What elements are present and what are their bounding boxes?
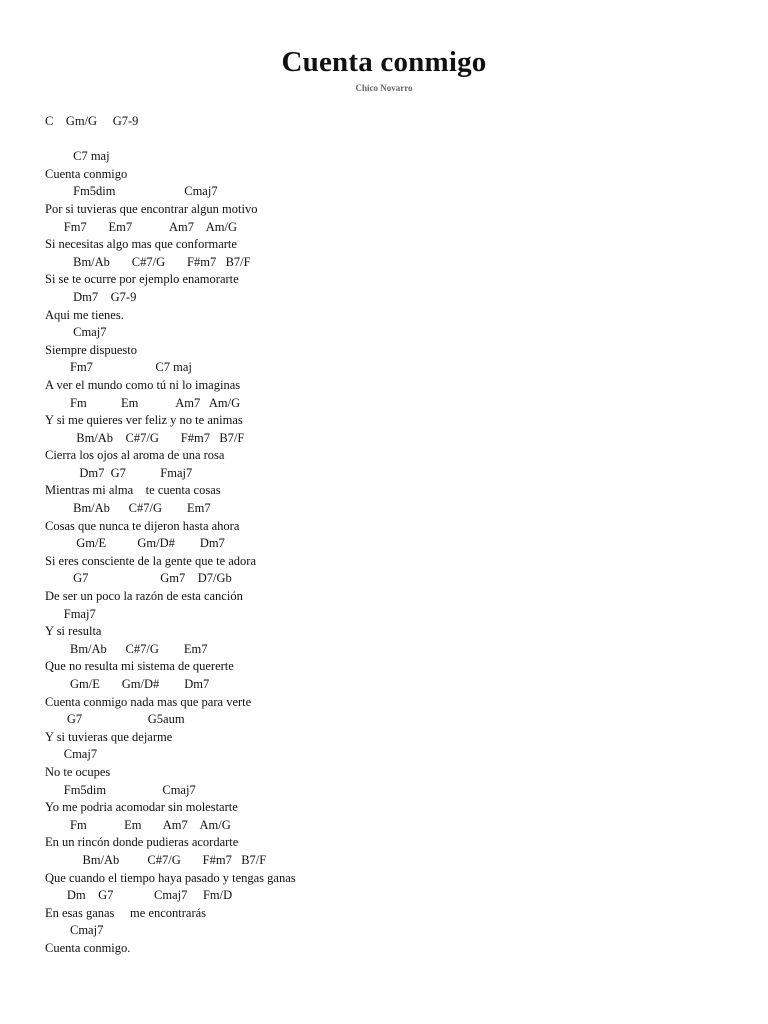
text-line: Fm Em Am7 Am/G [45, 395, 241, 410]
text-line: Siempre dispuesto [45, 342, 138, 357]
text-line: Dm7 G7 Fmaj7 [45, 465, 193, 480]
text-line: Cierra los ojos al aroma de una rosa [45, 448, 225, 463]
text-line: Fmaj7 [45, 606, 96, 621]
text-line: Bm/Ab C#7/G Em7 [45, 641, 208, 656]
text-line: G7 Gm7 D7/Gb [45, 571, 232, 586]
text-line: Y si me quieres ver feliz y no te animas [45, 413, 243, 428]
text-line: Fm7 C7 maj [45, 360, 192, 375]
text-line: Cmaj7 [45, 325, 107, 340]
text-line: Dm G7 Cmaj7 Fm/D [45, 888, 233, 903]
text-line: G7 G5aum [45, 712, 185, 727]
text-line: Y si resulta [45, 624, 102, 639]
text-line: Cuenta conmigo [45, 166, 128, 181]
text-line: Gm/E Gm/D# Dm7 [45, 677, 210, 691]
text-line: Fm7 Em7 Am7 Am/G [45, 219, 238, 234]
text-line: Bm/Ab C#7/G F#m7 B7/F [45, 430, 245, 445]
song-title: Cuenta conmigo [281, 46, 487, 78]
text-line: Por si tuvieras que encontrar algun motivo [45, 201, 258, 216]
text-line: De ser un poco la razón de esta canción [45, 589, 243, 604]
text-line: Yo me podria acomodar sin molestarte [45, 800, 238, 815]
text-line: Dm7 G7-9 [45, 289, 137, 304]
text-line: Fm5dim Cmaj7 [45, 782, 196, 797]
text-line: Si se te ocurre por ejemplo enamorarte [45, 272, 239, 287]
lyrics-chords-block [45, 113, 745, 958]
text-line: C7 maj [45, 149, 110, 164]
text-line: Cmaj7 [45, 923, 104, 938]
text-line: Cuenta conmigo. [45, 940, 131, 955]
text-line: Fm Em Am7 Am/G [45, 817, 231, 832]
text-line: En un rincón donde pudieras acordarte [45, 835, 239, 850]
text-line: C Gm/G G7-9 [45, 114, 139, 128]
text-line: Cuenta conmigo nada mas que para verte [45, 694, 252, 709]
text-line: Cmaj7 [45, 747, 98, 762]
text-line: Que no resulta mi sistema de quererte [45, 659, 234, 674]
text-line: Bm/Ab C#7/G Em7 [45, 501, 211, 516]
text-line: Que cuando el tiempo haya pasado y tengas ganas [45, 870, 296, 885]
text-line: Mientras mi alma te cuenta cosas [45, 483, 221, 498]
text-line: Y si tuvieras que dejarme [45, 729, 173, 744]
text-line: Si necesitas algo mas que conformarte [45, 237, 237, 252]
text-line: A ver el mundo como tú ni lo imaginas [45, 377, 241, 392]
song-author: Chico Novarro [355, 83, 413, 93]
text-line: Gm/E Gm/D# Dm7 [45, 536, 225, 551]
text-line: Cosas que nunca te dijeron hasta ahora [45, 518, 240, 533]
text-line: No te ocupes [45, 764, 111, 779]
text-line: Fm5dim Cmaj7 [45, 184, 218, 199]
text-line: Si eres consciente de la gente que te adora [45, 553, 257, 568]
text-line [45, 131, 745, 149]
text-line: Bm/Ab C#7/G F#m7 B7/F [45, 254, 251, 269]
text-line: Bm/Ab C#7/G F#m7 B7/F [45, 852, 267, 867]
text-line: Aqui me tienes. [45, 307, 124, 322]
text-line: En esas ganas me encontrarás [45, 905, 207, 920]
